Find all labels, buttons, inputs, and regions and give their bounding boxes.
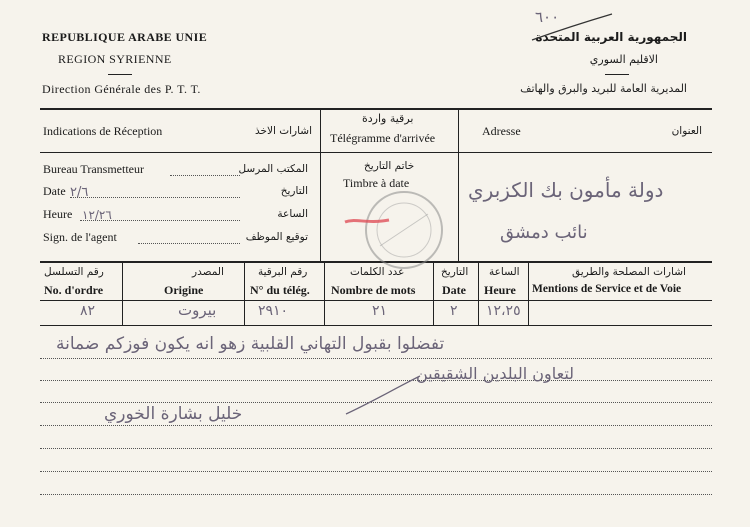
label-adresse: Adresse <box>482 124 521 138</box>
col-telegr-ar: رقم البرقية <box>258 266 308 278</box>
rule-columns-bottom <box>40 300 712 301</box>
val-mots: ٢١ <box>372 303 388 319</box>
col-telegr: N° du télég. <box>250 283 310 297</box>
hand-address-line2: نائب دمشق <box>500 222 588 243</box>
message-signature: خليل بشارة الخوري <box>104 404 243 424</box>
handwritten-top-note: ٦٠٠ <box>535 8 560 26</box>
header-region-ar: الاقليم السوري <box>589 53 658 66</box>
colsep-6 <box>528 262 529 326</box>
vsep-left-block <box>320 108 321 262</box>
val-origine: بيروت <box>178 301 217 319</box>
field-line-bureau <box>170 175 240 176</box>
col-ordre: No. d'ordre <box>44 283 104 297</box>
label-indications-ar: اشارات الاخذ <box>254 125 312 137</box>
rule-values-bottom <box>40 325 712 326</box>
label-bureau: Bureau Transmetteur <box>43 162 144 176</box>
label-bureau-ar: المكتب المرسل <box>238 163 308 175</box>
col-mentions-ar: اشارات المصلحة والطريق <box>572 266 686 278</box>
msg-line-7 <box>40 494 712 495</box>
date-stamp <box>358 186 450 274</box>
hand-time: ١٢/٢٦ <box>82 208 112 222</box>
colsep-3 <box>324 262 325 326</box>
val-telegr: ٢٩١٠ <box>258 303 289 319</box>
label-stamp: Timbre à date <box>343 176 410 190</box>
val-heure: ١٢،٢٥ <box>486 303 521 319</box>
msg-line-1 <box>40 358 712 359</box>
message-line2: لتعاون البلدين الشقيقين <box>416 364 575 383</box>
label-heure: Heure <box>43 207 73 221</box>
col-mots: Nombre de mots <box>331 283 416 297</box>
header-republic-ar: الجمهورية العربية المتحدة <box>535 30 687 44</box>
label-indications: Indications de Réception <box>43 124 163 138</box>
header-region: REGION SYRIENNE <box>58 52 172 66</box>
field-line-date <box>70 197 240 198</box>
hand-address-line1: دولة مأمون بك الكزبري <box>468 178 664 202</box>
colsep-4 <box>433 262 434 326</box>
label-adresse-ar: العنوان <box>671 125 702 137</box>
col-ordre-ar: رقم التسلسل <box>44 266 104 278</box>
col-mots-ar: عدد الكلمات <box>350 266 405 278</box>
rule-top <box>40 108 712 110</box>
colsep-1 <box>122 262 123 326</box>
label-sign-ar: توقيع الموظف <box>245 231 308 243</box>
handwritten-top-stroke <box>530 10 614 46</box>
label-date: Date <box>43 184 66 198</box>
label-sign: Sign. de l'agent <box>43 230 117 244</box>
label-telegram-ar: برقية واردة <box>362 112 414 125</box>
msg-line-6 <box>40 471 712 472</box>
header-republic: REPUBLIQUE ARABE UNIE <box>42 30 208 44</box>
message-line1: تفضلوا بقبول التهاني القلبية زهو انه يكون فوزكم ضمانة <box>56 334 445 354</box>
hand-date: ٢/٦ <box>70 185 89 200</box>
message-stroke <box>342 372 422 418</box>
colsep-5 <box>478 262 479 326</box>
red-mark <box>343 212 391 228</box>
rule-section1 <box>40 152 712 153</box>
header-direction: Direction Générale des P. T. T. <box>42 82 201 96</box>
vsep-right-block <box>458 108 459 262</box>
val-date: ٢ <box>450 303 458 319</box>
header-short-rule <box>108 74 132 75</box>
col-date-ar: التاريخ <box>441 266 469 278</box>
col-mentions: Mentions de Service et de Voie <box>532 283 682 295</box>
col-date: Date <box>442 283 466 297</box>
val-ordre: ٨٢ <box>80 303 96 319</box>
col-heure-ar: الساعة <box>489 266 520 278</box>
label-stamp-ar: خاتم التاريخ <box>364 160 415 172</box>
colsep-2 <box>244 262 245 326</box>
msg-line-4 <box>40 425 712 426</box>
label-heure-ar: الساعة <box>277 208 308 220</box>
col-origine: Origine <box>164 283 204 297</box>
msg-line-5 <box>40 448 712 449</box>
header-direction-ar: المديرية العامة للبريد والبرق والهاتف <box>520 82 687 95</box>
col-heure: Heure <box>484 283 516 297</box>
col-origine-ar: المصدر <box>192 266 224 278</box>
header-short-rule-right <box>605 74 629 75</box>
label-date-ar: التاريخ <box>280 185 308 197</box>
label-telegram: Télégramme d'arrivée <box>330 131 436 145</box>
field-line-sign <box>138 243 240 244</box>
